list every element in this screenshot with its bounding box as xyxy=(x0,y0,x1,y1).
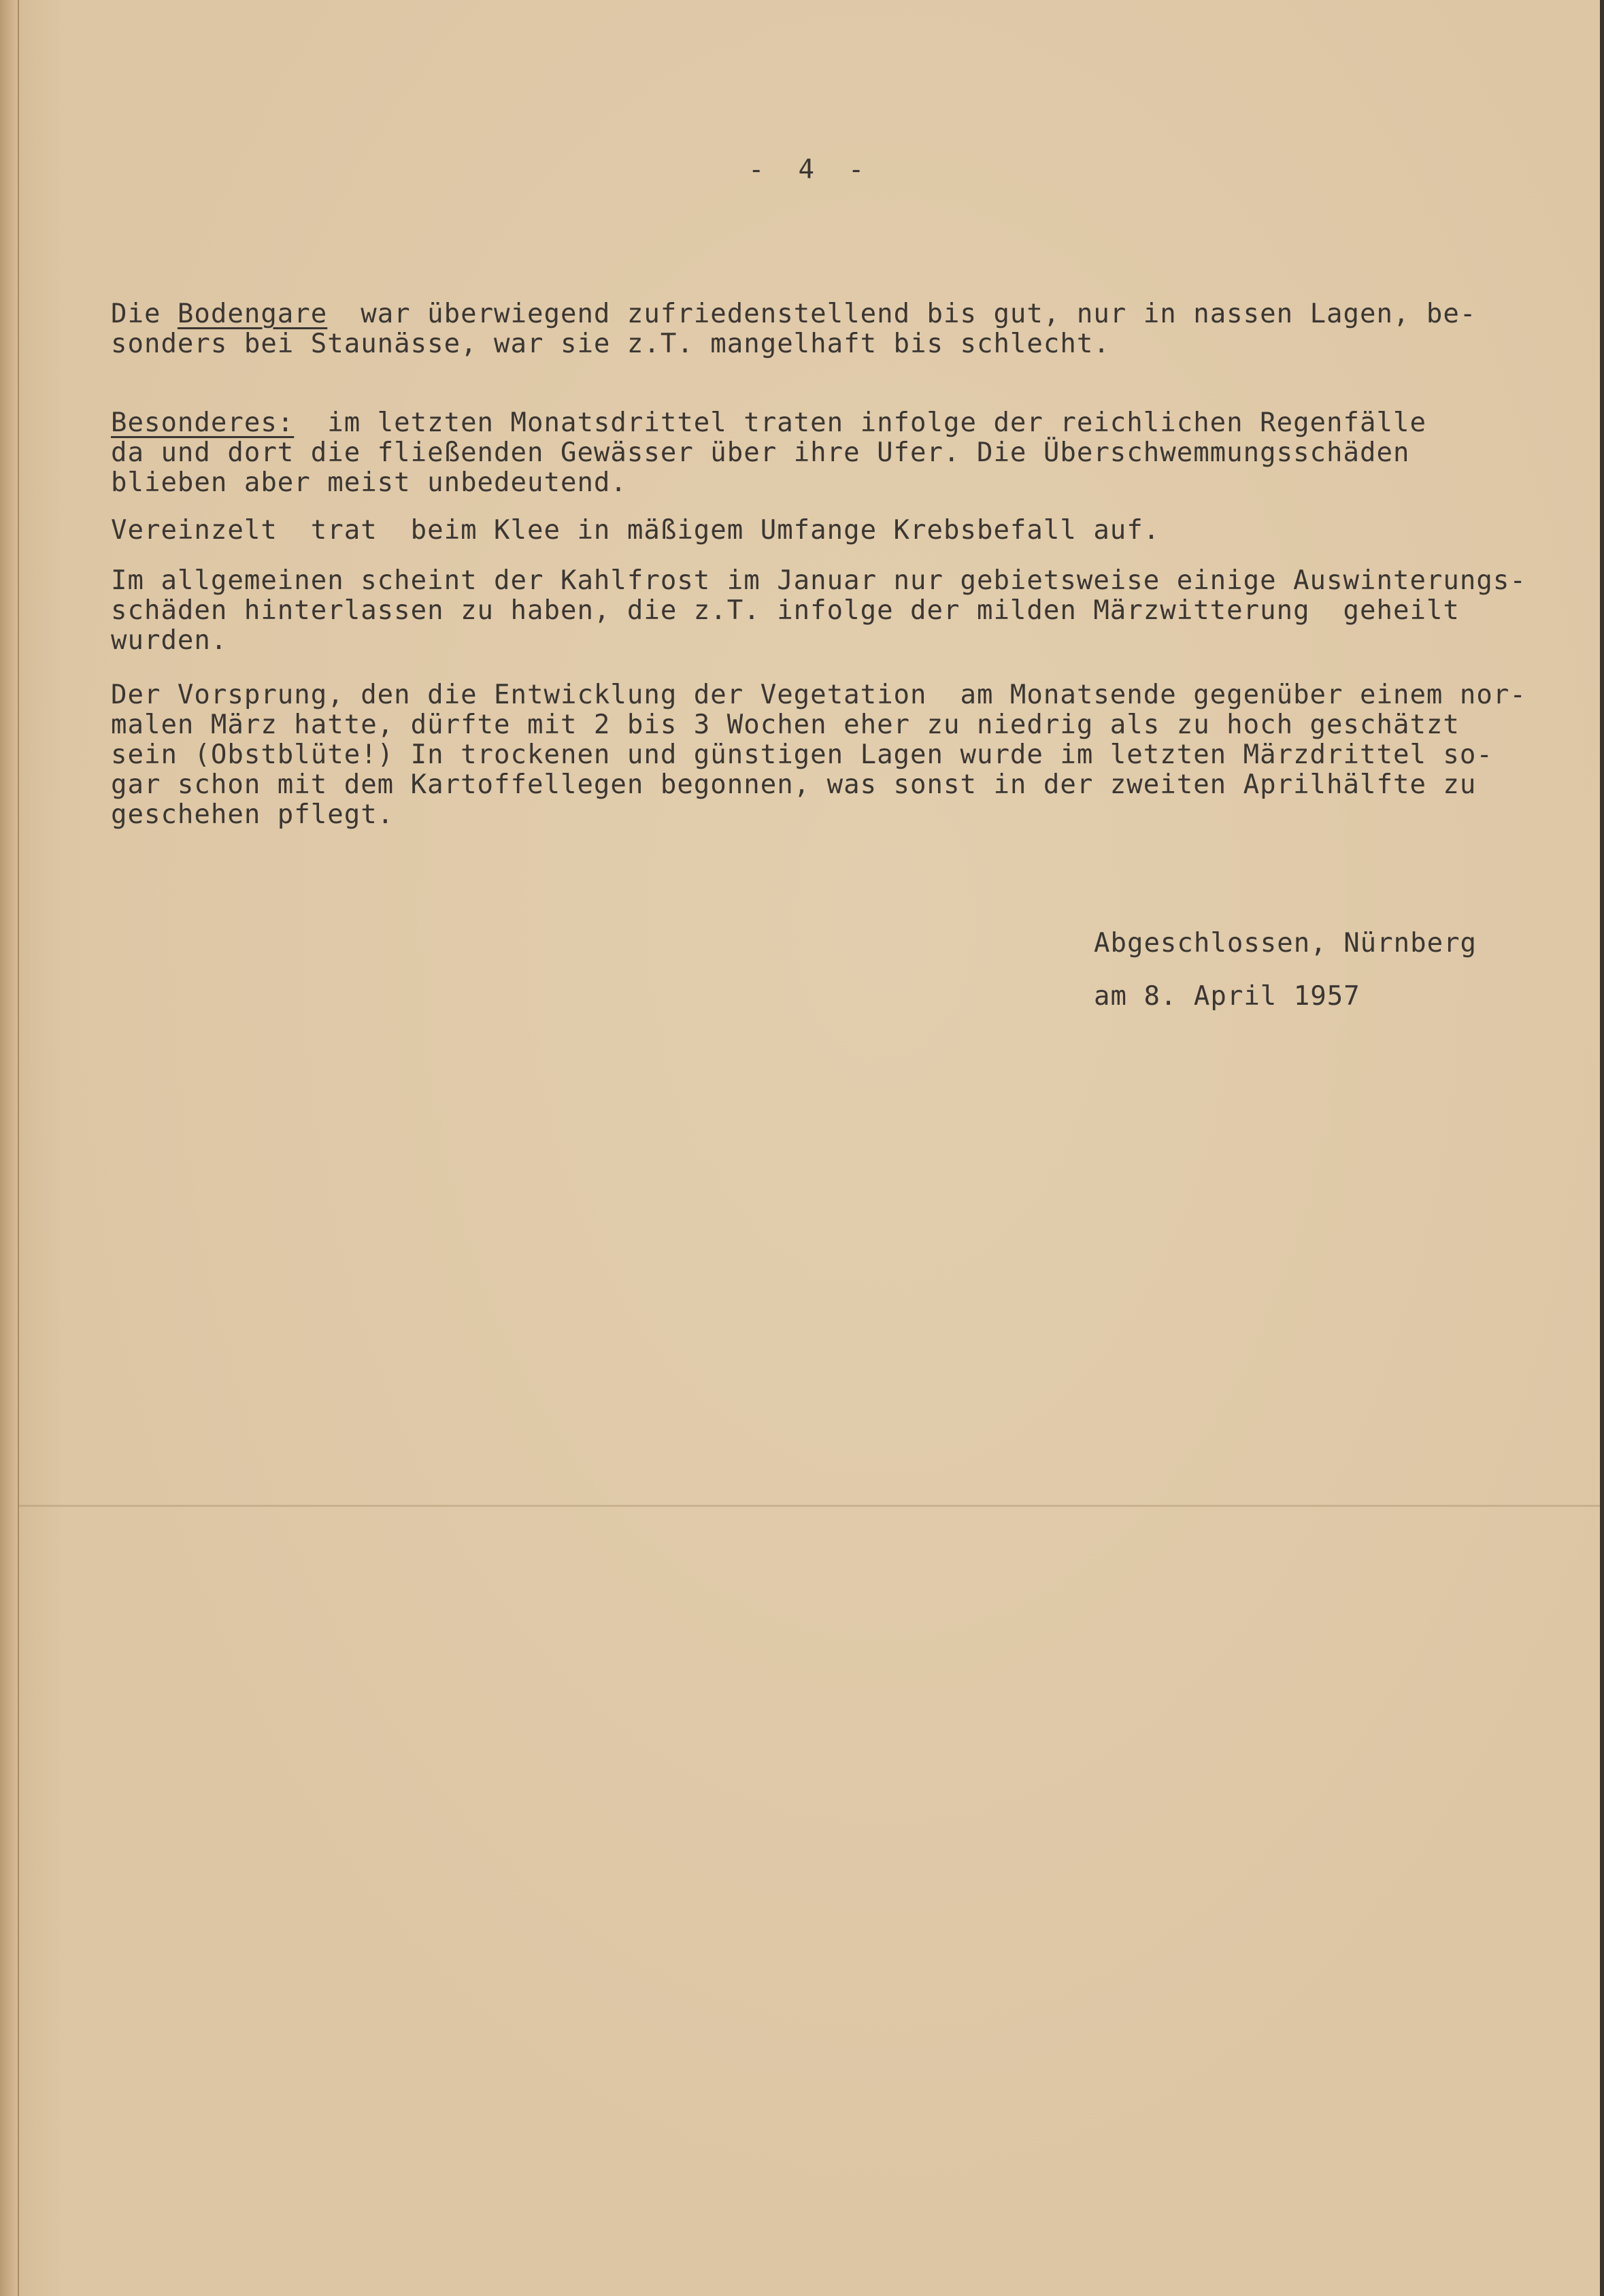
paragraph-text: war überwiegend zufriedenstellend bis gut, nur in nassen Lagen, be- sonders bei Staunässe, war sie z.T. mangelhaft bis schlecht. xyxy=(111,299,1477,359)
paragraph-text: im letzten Monatsdrittel traten infolge der reichlichen Regenfälle da und dort die fließenden Gewässer über ihre Ufer. Die Überschwemmungsschäden blieben aber meist unbedeutend. xyxy=(111,407,1426,498)
underlined-term-besonderes: Besonderes: xyxy=(111,407,295,438)
paragraph-vorsprung: Der Vorsprung, den die Entwicklung der Vegetation am Monatsende gegenüber einem nor- malen März hatte, dürfte mit 2 bis 3 Wochen eher zu niedrig als zu hoch geschätzt sein (Obstblüte!) In trockenen und günstigen Lagen wurde im letzten Märzdrittel so- gar schon mit dem Kartoffellegen begonnen, was sonst in der zweiten Aprilhälfte zu geschehen pflegt. xyxy=(111,680,1526,830)
paragraph-besonderes xyxy=(111,408,1426,498)
closing-place: Abgeschlossen, Nürnberg xyxy=(1094,928,1477,959)
closing-date: am 8. April 1957 xyxy=(1094,981,1360,1012)
page-edge-shadow xyxy=(1600,0,1604,2296)
binding-edge xyxy=(0,0,19,2296)
paragraph-kahlfrost: Im allgemeinen scheint der Kahlfrost im Januar nur gebietsweise einige Auswinterungs- schäden hinterlassen zu haben, die z.T. infolge der milden Märzwitterung geheilt wurden. xyxy=(111,565,1526,656)
closing-block xyxy=(1094,917,1477,1023)
underlined-term-bodengare: Bodengare xyxy=(177,299,328,329)
paragraph-prefix: Die xyxy=(111,299,178,329)
fold-line xyxy=(18,1505,1604,1507)
paragraph-klee: Vereinzelt trat beim Klee in mäßigem Umfange Krebsbefall auf. xyxy=(111,515,1160,546)
page-number: - 4 - xyxy=(748,154,865,185)
paragraph-bodengare xyxy=(111,299,1476,359)
